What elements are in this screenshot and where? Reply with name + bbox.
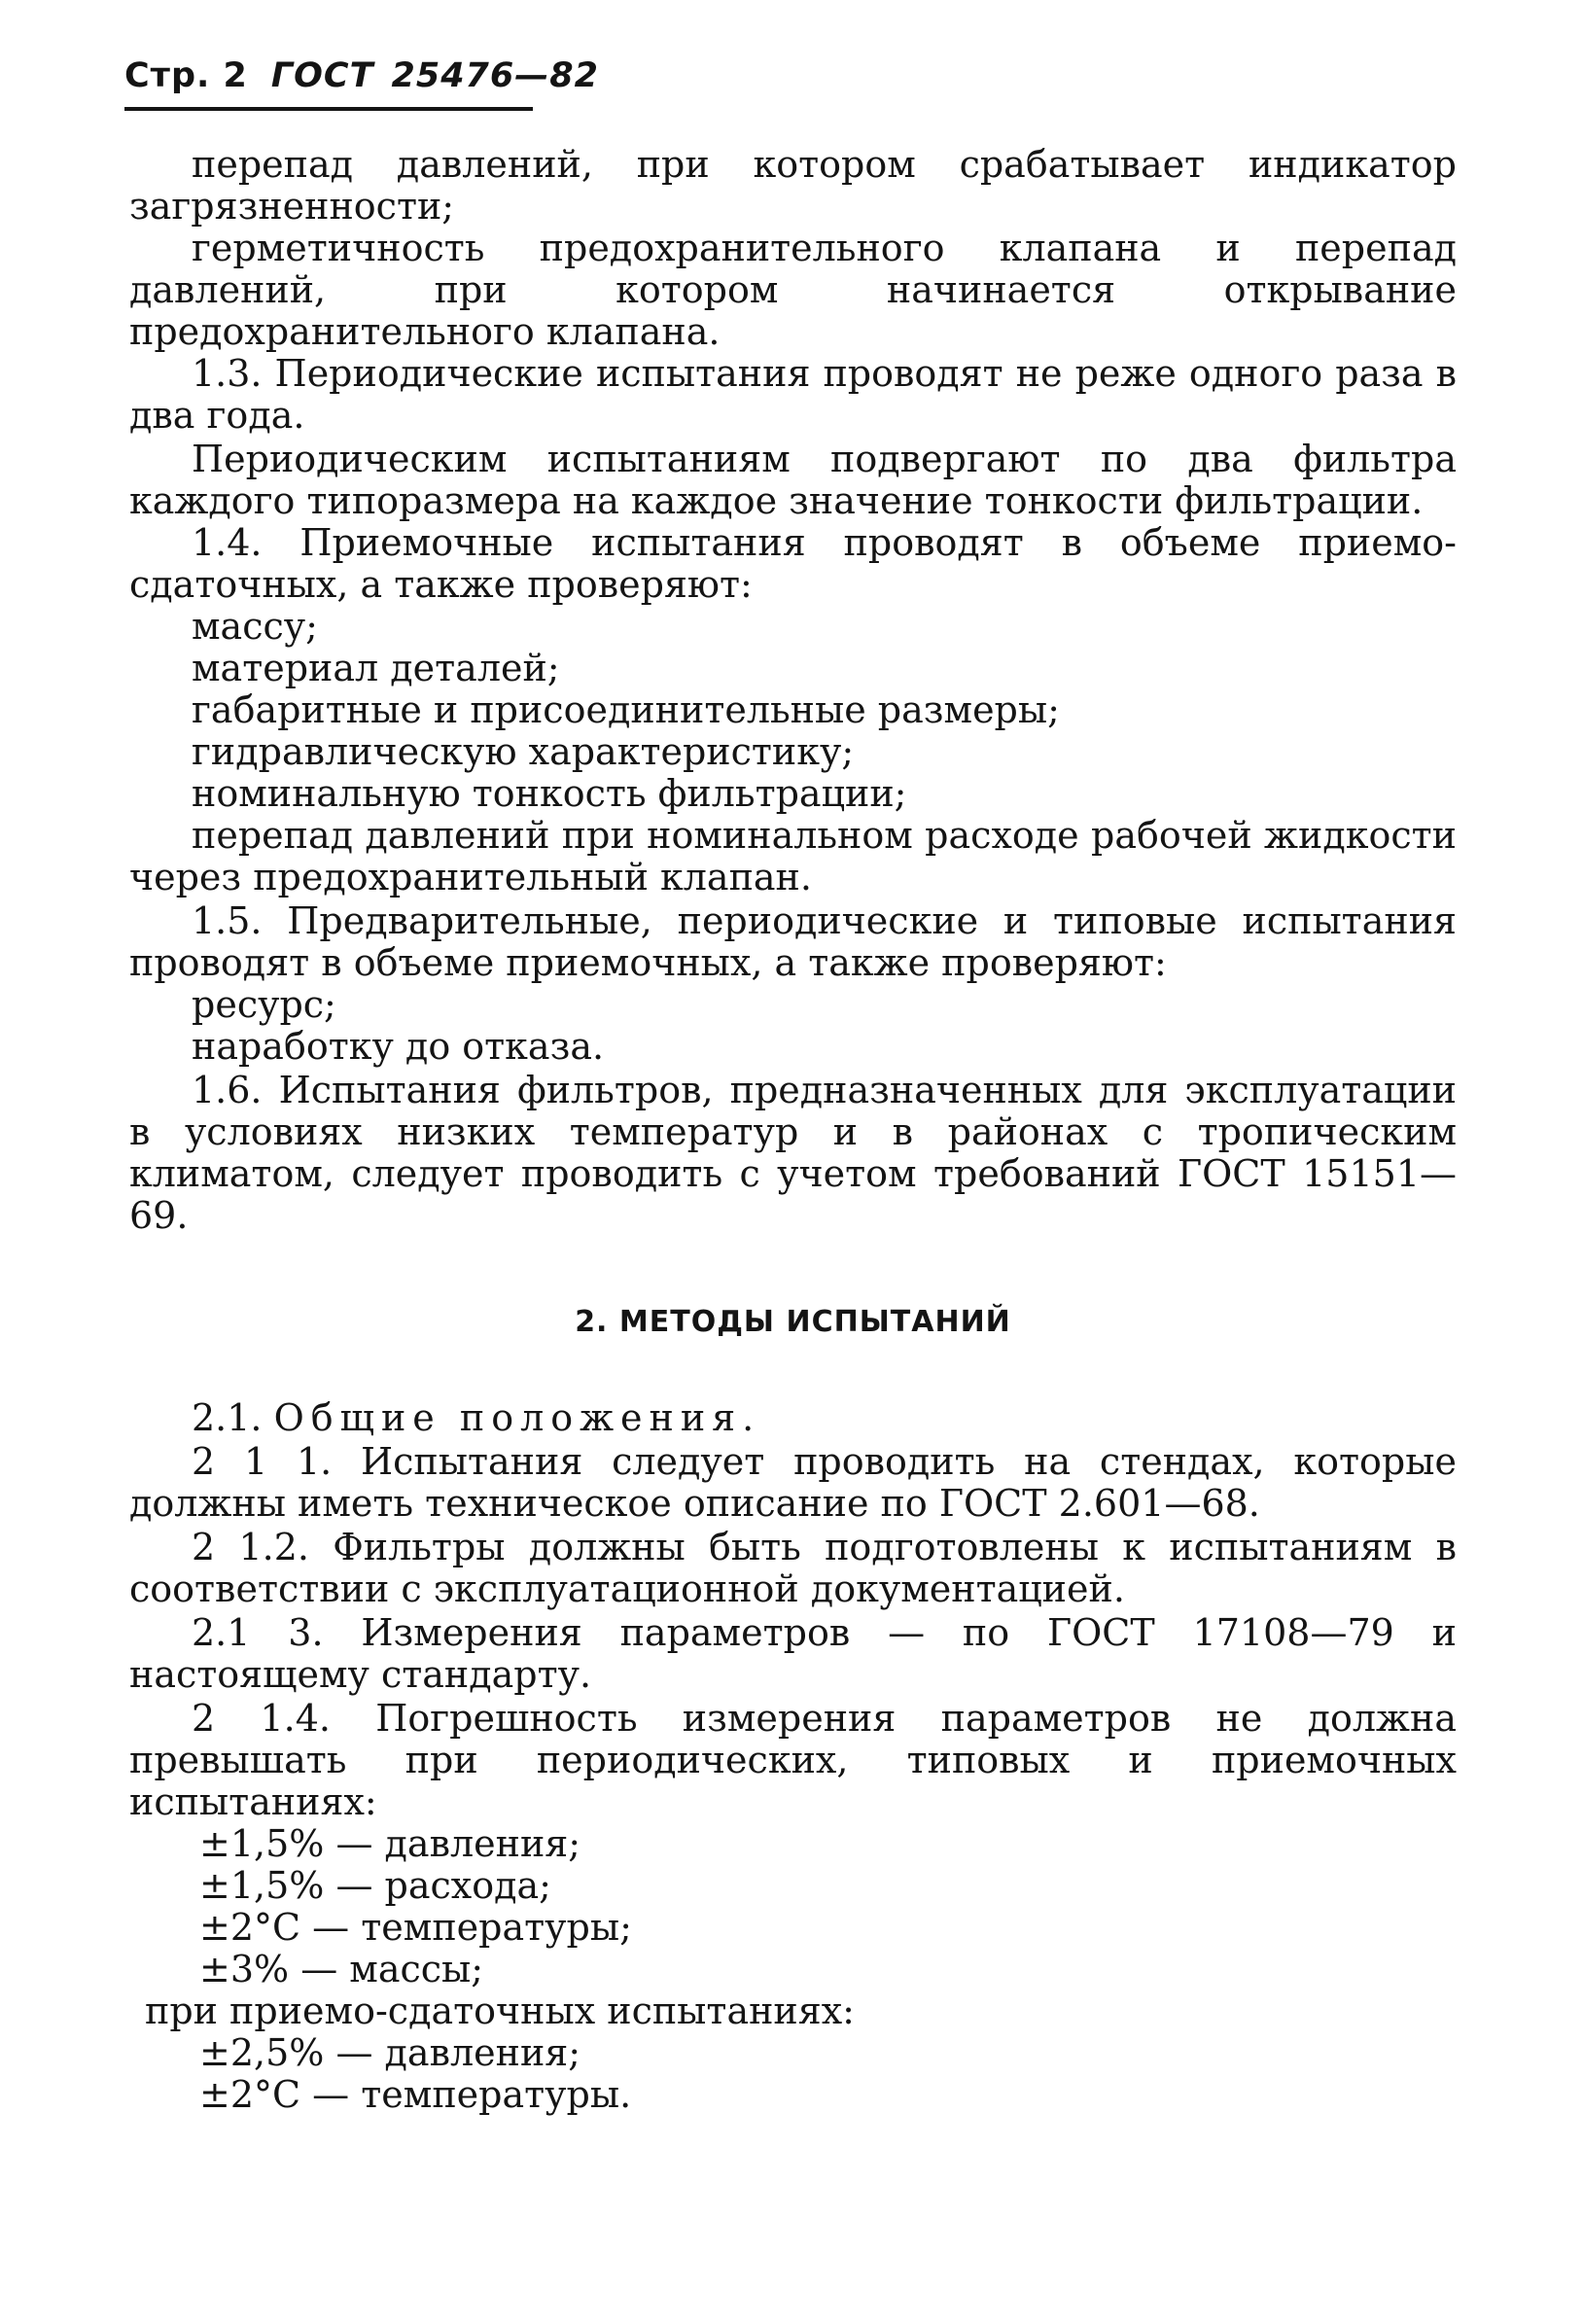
subsection-number: 2.1. (192, 1396, 263, 1439)
header-rule (124, 107, 533, 111)
list-item: массу; (192, 605, 318, 648)
paragraph-2-1-1: 2 1 1. Испытания следует проводить на стендах, которые должны иметь техническое описание по ГОСТ 2.601—68. (129, 1440, 1457, 1525)
paragraph-1-6: 1.6. Испытания фильтров, предназначенных для эксплуатации в условиях низких температур и в районах с тропическим климатом, следует проводить с учетом требований ГОСТ 15151—69. (129, 1069, 1457, 1237)
paragraph-1-4: 1.4. Приемочные испытания проводят в объеме приемо-сдаточных, а также проверяют: (129, 521, 1457, 606)
paragraph-2-1-3: 2.1 3. Измерения параметров — по ГОСТ 17108—79 и настоящему стандарту. (129, 1611, 1457, 1696)
tolerance-item: ±1,5% — давления; (199, 1822, 581, 1865)
section-heading: 2. МЕТОДЫ ИСПЫТАНИЙ (575, 1305, 1011, 1339)
body-text (129, 144, 1457, 2116)
paragraph-2-1-4: 2 1.4. Погрешность измерения параметров не должна превышать при периодических, типовых и приемочных испытаниях: (129, 1697, 1457, 1823)
paragraph-2-1-2: 2 1.2. Фильтры должны быть подготовлены к испытаниям в соответствии с эксплуатационной документацией. (129, 1526, 1457, 1610)
list-item: номинальную тонкость фильтрации; (192, 772, 907, 815)
list-item: материал деталей; (192, 647, 560, 689)
paragraph-1-5: 1.5. Предварительные, периодические и типовые испытания проводят в объеме приемочных, а также проверяют: (129, 899, 1457, 984)
subsection-title (129, 1397, 1457, 1439)
list-item: наработку до отказа. (192, 1025, 605, 1068)
standard-label: ГОСТ (270, 56, 374, 95)
paragraph-1-3: 1.3. Периодические испытания проводят не реже одного раза в два года. (129, 352, 1457, 437)
list-item: ресурс; (192, 983, 336, 1026)
page-label: Стр. 2 (124, 56, 248, 95)
tolerance-item: ±3% — массы; (199, 1948, 484, 1990)
paragraph: перепад давлений при номинальном расходе рабочей жидкости через предохранительный клапан. (129, 814, 1457, 898)
paragraph: перепад давлений, при котором срабатывает индикатор загрязненности; (129, 143, 1457, 228)
acceptance-intro: при приемо-сдаточных испытаниях: (145, 1989, 855, 2032)
tolerance-item: ±2,5% — давления; (199, 2031, 581, 2074)
subsection-name: Общие положения. (273, 1396, 761, 1439)
standard-number: 25476—82 (391, 56, 599, 95)
tolerance-item: ±2°С — температуры. (199, 2073, 632, 2116)
list-item: габаритные и присоединительные размеры; (192, 688, 1060, 731)
paragraph: герметичность предохранительного клапана и перепад давлений, при котором начинается открывание предохранительного клапана. (129, 227, 1457, 353)
page-header (124, 56, 599, 95)
tolerance-item: ±2°С — температуры; (199, 1906, 632, 1949)
paragraph: Периодическим испытаниям подвергают по два фильтра каждого типоразмера на каждое значение тонкости фильтрации. (129, 438, 1457, 522)
list-item: гидравлическую характеристику; (192, 730, 855, 773)
tolerance-item: ±1,5% — расхода; (199, 1864, 551, 1907)
